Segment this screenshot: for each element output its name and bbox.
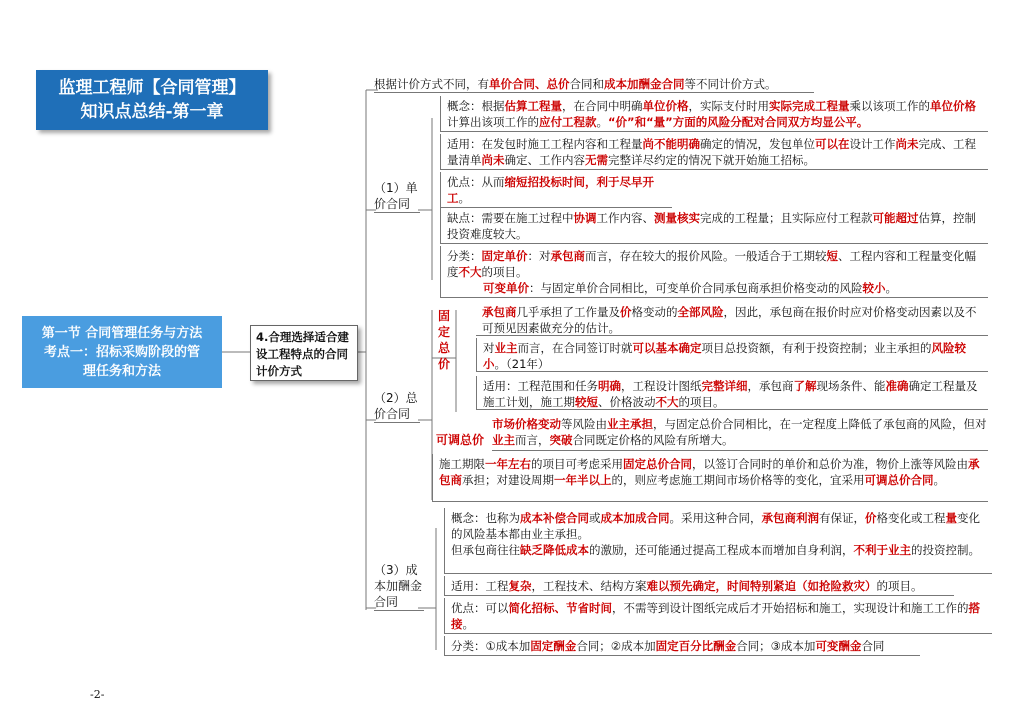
cost-types: 分类：①成本加固定酬金合同；②成本加固定百分比酬金合同；③成本加可变酬金合同	[444, 636, 920, 656]
lump-period: 施工期限一年左右的项目可考虑采用固定总价合同，以签订合同时的单价和总价为准，物价上涨等风险由承包商承担；对建设周期一年半以上的，则应考虑施工期间市场价格等的变化，宜采用可调总价合同。	[432, 454, 988, 502]
cost-plus-label: （3）成本加酬金合同	[374, 563, 423, 609]
title-line1: 监理工程师【合同管理】	[58, 78, 246, 98]
adjustable-total-label: 可调总价	[436, 433, 485, 447]
fixed-apply: 适用：工程范围和任务明确，工程设计图纸完整详细，承包商了解现场条件、能准确确定工程量及施工计划，施工期较短、价格波动不大的项目。	[476, 376, 988, 410]
lump-sum-label: （2）总价合同	[374, 390, 420, 423]
section-line3: 理任务和方法	[82, 363, 161, 379]
intro-text: 根据计价方式不同，有单价合同、总价合同和成本加酬金合同等不同计价方式。	[374, 76, 814, 93]
unit-disadvantage: 缺点：需要在施工过程中协调工作内容、测量核实完成的工程量；且实际应付工程款可能超过估算，控制投资难度较大。	[440, 208, 988, 244]
page-title	[36, 70, 268, 130]
unit-types: 分类：固定单价：对承包商而言，存在较大的报价风险。一般适合于工期较短、工程内容和工程量变化幅度不大的项目。 可变单价：与固定单价合同相比，可变单价合同承包商承担价格变动的风险较小。	[440, 246, 988, 298]
section-line2: 考点一：招标采购阶段的管	[43, 344, 200, 360]
cost-apply: 适用：工程复杂，工程技术、结构方案难以预先确定，时间特别紧迫（如抢险救灾）的项目。	[444, 576, 954, 596]
topic-node: 4.合理选择适合建设工程特点的合同计价方式	[250, 325, 358, 381]
unit-apply: 适用：在发包时施工工程内容和工程量尚不能明确确定的情况，发包单位可以在设计工作尚未完成、工程量清单尚未确定、工作内容无需完整详尽约定的情况下就开始施工招标。	[440, 134, 988, 170]
unit-advantage: 优点：从而缩短招投标时间，利于尽早开工。	[440, 172, 672, 208]
unit-price-label: （1）单价合同	[374, 180, 420, 213]
adjustable-risk: 市场价格变动等风险由业主承担，与固定总价合同相比，在一定程度上降低了承包商的风险，但对业主而言，突破合同既定价格的风险有所增大。	[492, 416, 988, 451]
cost-concept: 概念：也称为成本补偿合同或成本加成合同。采用这种合同，承包商利润有保证，价格变化或工程量变化的风险基本都由业主承担。 但承包商往往缺乏降低成本的激励，还可能通过提高工程成本而增加自身利润，不利于业主的投资控制。	[444, 508, 992, 574]
cost-advantage: 优点：可以简化招标、节省时间，不需等到设计图纸完成后才开始招标和施工，实现设计和施工工作的搭接。	[444, 598, 992, 634]
fixed-total-label: 固定总价	[438, 309, 451, 371]
section-heading	[22, 316, 222, 388]
section-line1: 第一节 合同管理任务与方法	[41, 325, 203, 341]
page-number: -2-	[90, 688, 105, 701]
unit-concept: 概念：根据估算工程量，在合同中明确单位价格，实际支付时用实际完成工程量乘以该项工作的单位价格计算出该项工作的应付工程款。“价”和“量”方面的风险分配对合同双方均显公平。	[440, 96, 988, 132]
fixed-owner: 对业主而言，在合同签订时就可以基本确定项目总投资额，有利于投资控制；业主承担的风险较小。（21年）	[476, 338, 988, 372]
title-line2: 知识点总结-第一章	[80, 102, 224, 122]
fixed-risk: 承包商几乎承担了工作量及价格变动的全部风险，因此，承包商在报价时应对价格变动因素以及不可预见因素做充分的估计。	[476, 302, 988, 336]
